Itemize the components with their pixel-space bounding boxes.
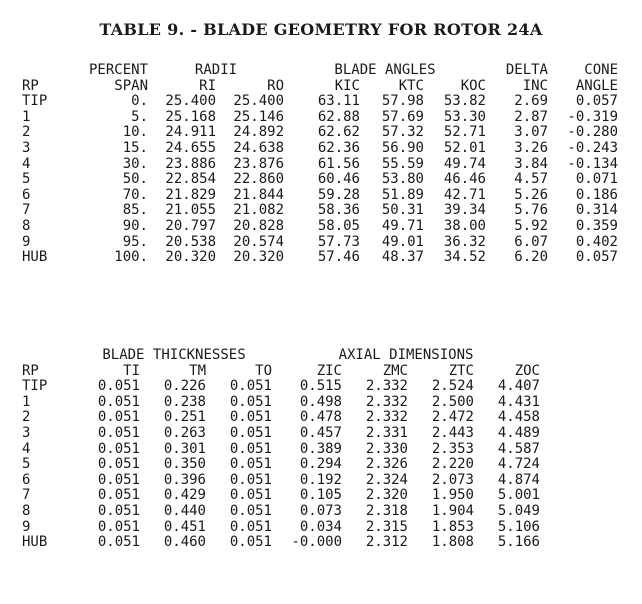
table-cell: 0.389 [299,440,342,457]
table-cell: -0.280 [567,124,618,141]
table-cell: 0.073 [299,502,342,519]
table-cell: 0.350 [163,456,206,473]
table-cell: 5.166 [497,534,540,551]
table-cell: 57.73 [317,233,360,250]
table-cell: 0.440 [163,502,206,519]
table-cell: 2.324 [365,471,408,488]
table-cell: -0.000 [291,534,342,551]
column-header: TO [255,362,272,379]
column-header: ZMC [382,362,408,379]
table-cell: 4.407 [497,378,540,395]
table-cell: 0.051 [97,534,140,551]
table-cell: 0.359 [575,217,618,234]
blade-thickness-axial-table [22,348,540,551]
table-cell: 0.051 [97,409,140,426]
table-row [22,157,618,173]
table-cell: 59.28 [317,186,360,203]
table-row [22,125,618,141]
row-label: 6 [22,471,31,488]
table-cell: 1.904 [431,502,474,519]
table-cell: 0.051 [97,424,140,441]
column-header: RP [22,77,39,94]
table-cell: 2.073 [431,471,474,488]
table-cell: 5.001 [497,487,540,504]
table-cell: 0.051 [229,393,272,410]
table-cell: 0.226 [163,378,206,395]
row-label: HUB [22,534,48,551]
table-cell: 5.76 [514,202,548,219]
column-header: RO [267,77,284,94]
table-cell: 0.314 [575,202,618,219]
table-cell: 1.950 [431,487,474,504]
row-label: TIP [22,93,48,110]
table-cell: 22.860 [233,171,284,188]
table-cell: 58.36 [317,202,360,219]
column-header: INC [522,77,548,94]
table-row [22,395,540,411]
table-cell: 0.051 [229,456,272,473]
row-label: 4 [22,155,31,172]
column-header: RP [22,362,39,379]
table-cell: 90. [122,217,148,234]
table-cell: 0.402 [575,233,618,250]
table-cell: 20.538 [165,233,216,250]
table-cell: 36.32 [443,233,486,250]
table-cell: 4.431 [497,393,540,410]
blade-angles-group-header: BLADE ANGLES [334,62,436,78]
column-header: ZOC [514,362,540,379]
table-cell: 20.828 [233,217,284,234]
table-cell: 48.37 [381,249,424,266]
table-cell: 70. [122,186,148,203]
table-cell: 15. [122,139,148,156]
table-cell: 0.051 [229,409,272,426]
row-label: 5 [22,456,31,473]
table-cell: 0.051 [229,471,272,488]
table-cell: 0.396 [163,471,206,488]
row-label: 8 [22,502,31,519]
table-cell: 0.051 [97,456,140,473]
column-header: KTC [398,77,424,94]
table-cell: 53.80 [381,171,424,188]
radii-group-header: RADII [194,62,238,78]
table-cell: 0.051 [97,471,140,488]
row-label: 5 [22,171,31,188]
row-label: TIP [22,378,48,395]
table-cell: 2.500 [431,393,474,410]
table-cell: 85. [122,202,148,219]
table-cell: 2.331 [365,424,408,441]
table-row [22,457,540,473]
table-row [22,250,618,266]
row-label: 6 [22,186,31,203]
table-cell: 23.886 [165,155,216,172]
table-cell: 49.74 [443,155,486,172]
row-label: 9 [22,233,31,250]
table-cell: 0.186 [575,186,618,203]
row-label: 7 [22,202,31,219]
row-label: HUB [22,249,48,266]
table-cell: 46.46 [443,171,486,188]
row-label: 9 [22,518,31,535]
table-cell: 25.400 [233,93,284,110]
table-cell: 62.88 [317,108,360,125]
table-cell: 1.808 [431,534,474,551]
table-cell: 57.46 [317,249,360,266]
table-cell: 52.71 [443,124,486,141]
table-cell: 57.98 [381,93,424,110]
table-cell: 55.59 [381,155,424,172]
table-cell: 50.31 [381,202,424,219]
table-cell: 0.105 [299,487,342,504]
table-cell: 25.400 [165,93,216,110]
table-cell: 0.457 [299,424,342,441]
table-cell: 0.071 [575,171,618,188]
table-cell: 21.055 [165,202,216,219]
table-cell: 39.34 [443,202,486,219]
table-cell: 4.587 [497,440,540,457]
table-cell: 0.238 [163,393,206,410]
table-cell: 0.460 [163,534,206,551]
table-cell: 5.92 [514,217,548,234]
table-cell: 20.320 [165,249,216,266]
table-cell: 6.20 [514,249,548,266]
table-cell: 30. [122,155,148,172]
table-cell: 4.724 [497,456,540,473]
table-cell: 4.489 [497,424,540,441]
table-cell: 60.46 [317,171,360,188]
table-cell: 20.574 [233,233,284,250]
blade-geometry-table [22,63,618,266]
table-cell: 0.051 [229,502,272,519]
table-cell: 63.11 [317,93,360,110]
table-row [22,410,540,426]
table-row [22,203,618,219]
table-cell: 2.318 [365,502,408,519]
row-label: 8 [22,217,31,234]
table-cell: 5.106 [497,518,540,535]
table-cell: 2.87 [514,108,548,125]
table-cell: 0.051 [97,393,140,410]
table-cell: 0.515 [299,378,342,395]
table-cell: -0.134 [567,155,618,172]
table-cell: 38.00 [443,217,486,234]
column-header-row [22,364,540,380]
table-cell: 2.315 [365,518,408,535]
table-row [22,426,540,442]
table-cell: 10. [122,124,148,141]
table-cell: 0.057 [575,249,618,266]
table-cell: 56.90 [381,139,424,156]
table-cell: 5.26 [514,186,548,203]
table-cell: 0.429 [163,487,206,504]
table-cell: 1.853 [431,518,474,535]
column-header: TI [123,362,140,379]
table-row [22,141,618,157]
table-cell: 0.451 [163,518,206,535]
row-label: 4 [22,440,31,457]
table-cell: 20.797 [165,217,216,234]
table-cell: 2.326 [365,456,408,473]
row-label: 1 [22,108,31,125]
table-cell: 51.89 [381,186,424,203]
table-cell: -0.319 [567,108,618,125]
table-cell: 0.051 [229,487,272,504]
table-cell: 0.051 [97,440,140,457]
table-row [22,110,618,126]
table-cell: 0.051 [97,518,140,535]
table-cell: 25.146 [233,108,284,125]
table-cell: 2.332 [365,393,408,410]
table-cell: 2.332 [365,409,408,426]
column-header: ANGLE [575,77,618,94]
table-cell: 22.854 [165,171,216,188]
table-row [22,488,540,504]
column-header: ZIC [316,362,342,379]
table-cell: 3.07 [514,124,548,141]
table-row [22,94,618,110]
row-label: 1 [22,393,31,410]
table-row [22,172,618,188]
row-label: 3 [22,139,31,156]
table-cell: 21.844 [233,186,284,203]
row-label: 7 [22,487,31,504]
table-row [22,219,618,235]
table-cell: 24.892 [233,124,284,141]
table-cell: 100. [114,249,148,266]
table-cell: 0.051 [229,440,272,457]
column-header-row [22,79,618,95]
column-header: KOC [460,77,486,94]
axial-dimensions-group-header: AXIAL DIMENSIONS [338,347,474,363]
table-cell: 0.263 [163,424,206,441]
table-cell: 21.829 [165,186,216,203]
table-cell: 49.01 [381,233,424,250]
table-row [22,520,540,536]
table-cell: 2.330 [365,440,408,457]
table-cell: 0.034 [299,518,342,535]
table-cell: 62.62 [317,124,360,141]
cone-group-header: CONE [584,62,618,78]
table-cell: 0.294 [299,456,342,473]
table-cell: 23.876 [233,155,284,172]
table-cell: 62.36 [317,139,360,156]
table-cell: 3.26 [514,139,548,156]
table-cell: 2.353 [431,440,474,457]
table-cell: 0.498 [299,393,342,410]
row-label: 2 [22,409,31,426]
table-cell: 3.84 [514,155,548,172]
table-cell: -0.243 [567,139,618,156]
percent-group-header: PERCENT [88,62,148,78]
table-cell: 34.52 [443,249,486,266]
table-cell: 0.051 [97,502,140,519]
table-cell: 4.458 [497,409,540,426]
table-cell: 25.168 [165,108,216,125]
group-header-row [22,348,540,364]
table-cell: 0.192 [299,471,342,488]
delta-group-header: DELTA [505,62,548,78]
table-cell: 5.049 [497,502,540,519]
table-cell: 0.051 [229,534,272,551]
table-cell: 2.524 [431,378,474,395]
table-cell: 2.312 [365,534,408,551]
table-cell: 0.051 [229,518,272,535]
table-cell: 53.82 [443,93,486,110]
column-header: TM [189,362,206,379]
table-cell: 4.57 [514,171,548,188]
column-header: SPAN [114,77,148,94]
table-cell: 53.30 [443,108,486,125]
table-cell: 24.911 [165,124,216,141]
table-cell: 50. [122,171,148,188]
column-header: RI [199,77,216,94]
table-cell: 0.478 [299,409,342,426]
table-row [22,473,540,489]
table-cell: 0.051 [229,378,272,395]
table-cell: 0.051 [97,378,140,395]
table-row [22,379,540,395]
table-cell: 2.69 [514,93,548,110]
blade-thicknesses-group-header: BLADE THICKNESSES [102,347,246,363]
table-cell: 0.251 [163,409,206,426]
table-cell: 61.56 [317,155,360,172]
table-cell: 58.05 [317,217,360,234]
column-header: ZTC [448,362,474,379]
table-cell: 52.01 [443,139,486,156]
table-cell: 42.71 [443,186,486,203]
table-cell: 0.301 [163,440,206,457]
table-cell: 57.69 [381,108,424,125]
table-cell: 2.220 [431,456,474,473]
table-row [22,504,540,520]
table-cell: 95. [122,233,148,250]
table-cell: 20.320 [233,249,284,266]
table-cell: 2.320 [365,487,408,504]
table-cell: 57.32 [381,124,424,141]
table-cell: 24.655 [165,139,216,156]
table-cell: 0.057 [575,93,618,110]
row-label: 2 [22,124,31,141]
group-header-row [22,63,618,79]
table-cell: 0.051 [229,424,272,441]
table-cell: 6.07 [514,233,548,250]
table-row [22,442,540,458]
table-cell: 4.874 [497,471,540,488]
table-cell: 2.472 [431,409,474,426]
table-cell: 0. [131,93,148,110]
table-cell: 0.051 [97,487,140,504]
row-label: 3 [22,424,31,441]
table-row [22,535,540,551]
table-cell: 49.71 [381,217,424,234]
table-cell: 2.443 [431,424,474,441]
table-cell: 2.332 [365,378,408,395]
table-cell: 21.082 [233,202,284,219]
table-title: TABLE 9. - BLADE GEOMETRY FOR ROTOR 24A [99,20,543,39]
table-row [22,235,618,251]
column-header: KIC [334,77,360,94]
table-cell: 24.638 [233,139,284,156]
table-cell: 5. [131,108,148,125]
table-row [22,188,618,204]
